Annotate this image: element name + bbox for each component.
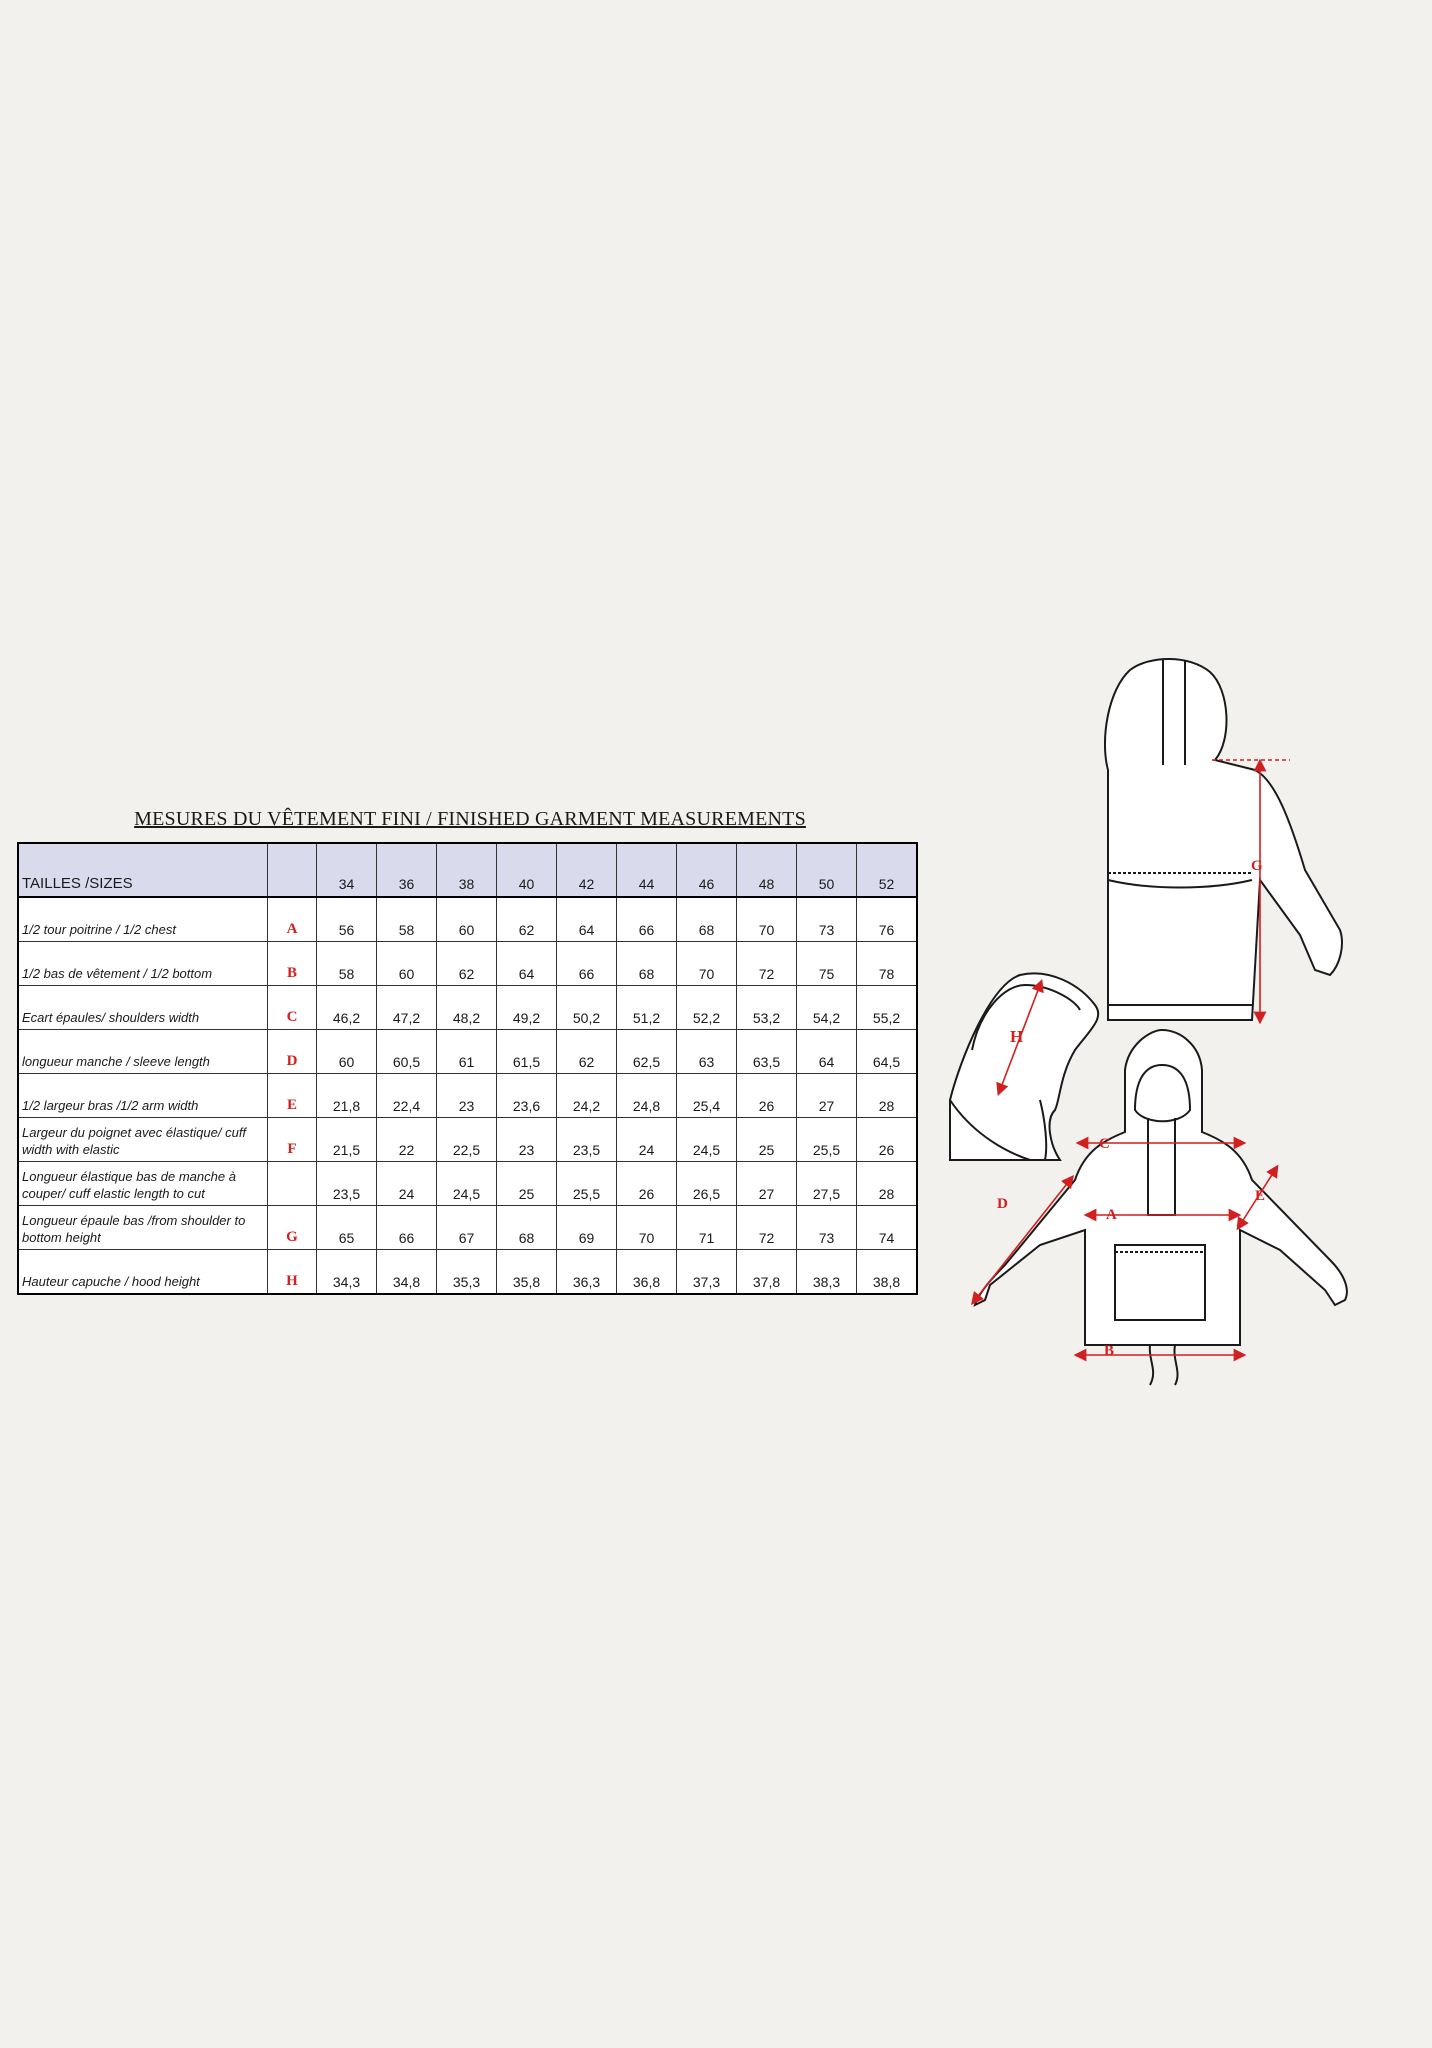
table-cell: 63,5 xyxy=(737,1030,797,1074)
table-cell: 64,5 xyxy=(857,1030,918,1074)
table-cell: 23 xyxy=(497,1118,557,1162)
label-b: B xyxy=(1104,1343,1115,1359)
table-cell: 66 xyxy=(377,1206,437,1250)
label-g: G xyxy=(1251,858,1263,874)
table-cell: 51,2 xyxy=(617,986,677,1030)
label-d: D xyxy=(997,1196,1008,1212)
table-cell: 74 xyxy=(857,1206,918,1250)
table-cell: 73 xyxy=(797,1206,857,1250)
table-cell: 28 xyxy=(857,1074,918,1118)
row-letter: C xyxy=(268,986,317,1030)
table-cell: 68 xyxy=(497,1206,557,1250)
table-cell: 50,2 xyxy=(557,986,617,1030)
table-cell: 27 xyxy=(797,1074,857,1118)
header-label: TAILLES /SIZES xyxy=(18,843,268,897)
table-cell: 34,3 xyxy=(317,1250,377,1295)
table-cell: 47,2 xyxy=(377,986,437,1030)
table-cell: 22,5 xyxy=(437,1118,497,1162)
table-cell: 37,8 xyxy=(737,1250,797,1295)
table-cell: 36,8 xyxy=(617,1250,677,1295)
table-cell: 66 xyxy=(617,897,677,942)
table-cell: 52,2 xyxy=(677,986,737,1030)
table-cell: 26 xyxy=(737,1074,797,1118)
table-cell: 26 xyxy=(857,1118,918,1162)
size-header: 48 xyxy=(737,843,797,897)
label-h: H xyxy=(1010,1027,1024,1046)
size-header: 38 xyxy=(437,843,497,897)
row-letter: H xyxy=(268,1250,317,1295)
table-cell: 70 xyxy=(737,897,797,942)
size-header: 46 xyxy=(677,843,737,897)
row-label: longueur manche / sleeve length xyxy=(18,1030,268,1074)
table-cell: 22,4 xyxy=(377,1074,437,1118)
table-cell: 62 xyxy=(437,942,497,986)
table-cell: 75 xyxy=(797,942,857,986)
table-cell: 25,5 xyxy=(797,1118,857,1162)
table-cell: 35,3 xyxy=(437,1250,497,1295)
row-label: 1/2 tour poitrine / 1/2 chest xyxy=(18,897,268,942)
row-letter: G xyxy=(268,1206,317,1250)
table-cell: 34,8 xyxy=(377,1250,437,1295)
table-cell: 68 xyxy=(617,942,677,986)
table-cell: 69 xyxy=(557,1206,617,1250)
table-cell: 67 xyxy=(437,1206,497,1250)
table-cell: 36,3 xyxy=(557,1250,617,1295)
size-header: 42 xyxy=(557,843,617,897)
row-label: Largeur du poignet avec élastique/ cuff width with elastic xyxy=(18,1118,268,1162)
table-cell: 58 xyxy=(317,942,377,986)
size-header: 34 xyxy=(317,843,377,897)
table-cell: 72 xyxy=(737,1206,797,1250)
table-cell: 24 xyxy=(377,1162,437,1206)
table-cell: 48,2 xyxy=(437,986,497,1030)
table-cell: 21,5 xyxy=(317,1118,377,1162)
row-letter: D xyxy=(268,1030,317,1074)
table-cell: 70 xyxy=(677,942,737,986)
table-cell: 60,5 xyxy=(377,1030,437,1074)
table-cell: 26,5 xyxy=(677,1162,737,1206)
table-cell: 27,5 xyxy=(797,1162,857,1206)
row-letter: E xyxy=(268,1074,317,1118)
table-cell: 64 xyxy=(497,942,557,986)
table-cell: 27 xyxy=(737,1162,797,1206)
table-cell: 23,6 xyxy=(497,1074,557,1118)
table-cell: 46,2 xyxy=(317,986,377,1030)
label-a: A xyxy=(1106,1207,1117,1223)
page-title: MESURES DU VÊTEMENT FINI / FINISHED GARMENT MEASUREMENTS xyxy=(134,808,806,830)
table-cell: 26 xyxy=(617,1162,677,1206)
row-label: 1/2 bas de vêtement / 1/2 bottom xyxy=(18,942,268,986)
table-cell: 24,5 xyxy=(437,1162,497,1206)
size-header: 44 xyxy=(617,843,677,897)
size-header: 52 xyxy=(857,843,918,897)
table-cell: 25 xyxy=(497,1162,557,1206)
table-cell: 24,2 xyxy=(557,1074,617,1118)
table-cell: 49,2 xyxy=(497,986,557,1030)
table-cell: 54,2 xyxy=(797,986,857,1030)
row-letter: A xyxy=(268,897,317,942)
size-header: 50 xyxy=(797,843,857,897)
row-label: Ecart épaules/ shoulders width xyxy=(18,986,268,1030)
table-cell: 76 xyxy=(857,897,918,942)
table-cell: 24,5 xyxy=(677,1118,737,1162)
table-cell: 62,5 xyxy=(617,1030,677,1074)
table-cell: 55,2 xyxy=(857,986,918,1030)
row-label: Hauteur capuche / hood height xyxy=(18,1250,268,1295)
table-cell: 24 xyxy=(617,1118,677,1162)
table-cell: 61,5 xyxy=(497,1030,557,1074)
table-cell: 23 xyxy=(437,1074,497,1118)
table-cell: 72 xyxy=(737,942,797,986)
table-cell: 60 xyxy=(317,1030,377,1074)
table-cell: 68 xyxy=(677,897,737,942)
table-cell: 66 xyxy=(557,942,617,986)
row-letter: F xyxy=(268,1118,317,1162)
table-cell: 25,5 xyxy=(557,1162,617,1206)
table-cell: 71 xyxy=(677,1206,737,1250)
table-cell: 61 xyxy=(437,1030,497,1074)
table-cell: 38,8 xyxy=(857,1250,918,1295)
label-c: C xyxy=(1099,1136,1110,1152)
row-label: Longueur épaule bas /from shoulder to bottom height xyxy=(18,1206,268,1250)
table-cell: 63 xyxy=(677,1030,737,1074)
table-cell: 70 xyxy=(617,1206,677,1250)
table-cell: 58 xyxy=(377,897,437,942)
table-cell: 65 xyxy=(317,1206,377,1250)
table-cell: 23,5 xyxy=(557,1118,617,1162)
table-cell: 64 xyxy=(557,897,617,942)
label-e: E xyxy=(1255,1188,1266,1204)
row-label: 1/2 largeur bras /1/2 arm width xyxy=(18,1074,268,1118)
table-cell: 60 xyxy=(377,942,437,986)
size-header: 36 xyxy=(377,843,437,897)
table-cell: 28 xyxy=(857,1162,918,1206)
table-cell: 78 xyxy=(857,942,918,986)
table-cell: 23,5 xyxy=(317,1162,377,1206)
table-cell: 21,8 xyxy=(317,1074,377,1118)
table-cell: 62 xyxy=(497,897,557,942)
size-header: 40 xyxy=(497,843,557,897)
table-cell: 25 xyxy=(737,1118,797,1162)
row-label: Longueur élastique bas de manche à couper/ cuff elastic length to cut xyxy=(18,1162,268,1206)
back-view-drawing xyxy=(1105,659,1342,1020)
table-cell: 60 xyxy=(437,897,497,942)
hood-view-drawing xyxy=(950,973,1098,1160)
table-cell: 64 xyxy=(797,1030,857,1074)
table-cell: 53,2 xyxy=(737,986,797,1030)
table-cell: 62 xyxy=(557,1030,617,1074)
table-cell: 73 xyxy=(797,897,857,942)
table-cell: 24,8 xyxy=(617,1074,677,1118)
row-letter: B xyxy=(268,942,317,986)
table-cell: 56 xyxy=(317,897,377,942)
table-cell: 35,8 xyxy=(497,1250,557,1295)
table-cell: 25,4 xyxy=(677,1074,737,1118)
table-cell: 38,3 xyxy=(797,1250,857,1295)
table-cell: 37,3 xyxy=(677,1250,737,1295)
table-cell: 22 xyxy=(377,1118,437,1162)
